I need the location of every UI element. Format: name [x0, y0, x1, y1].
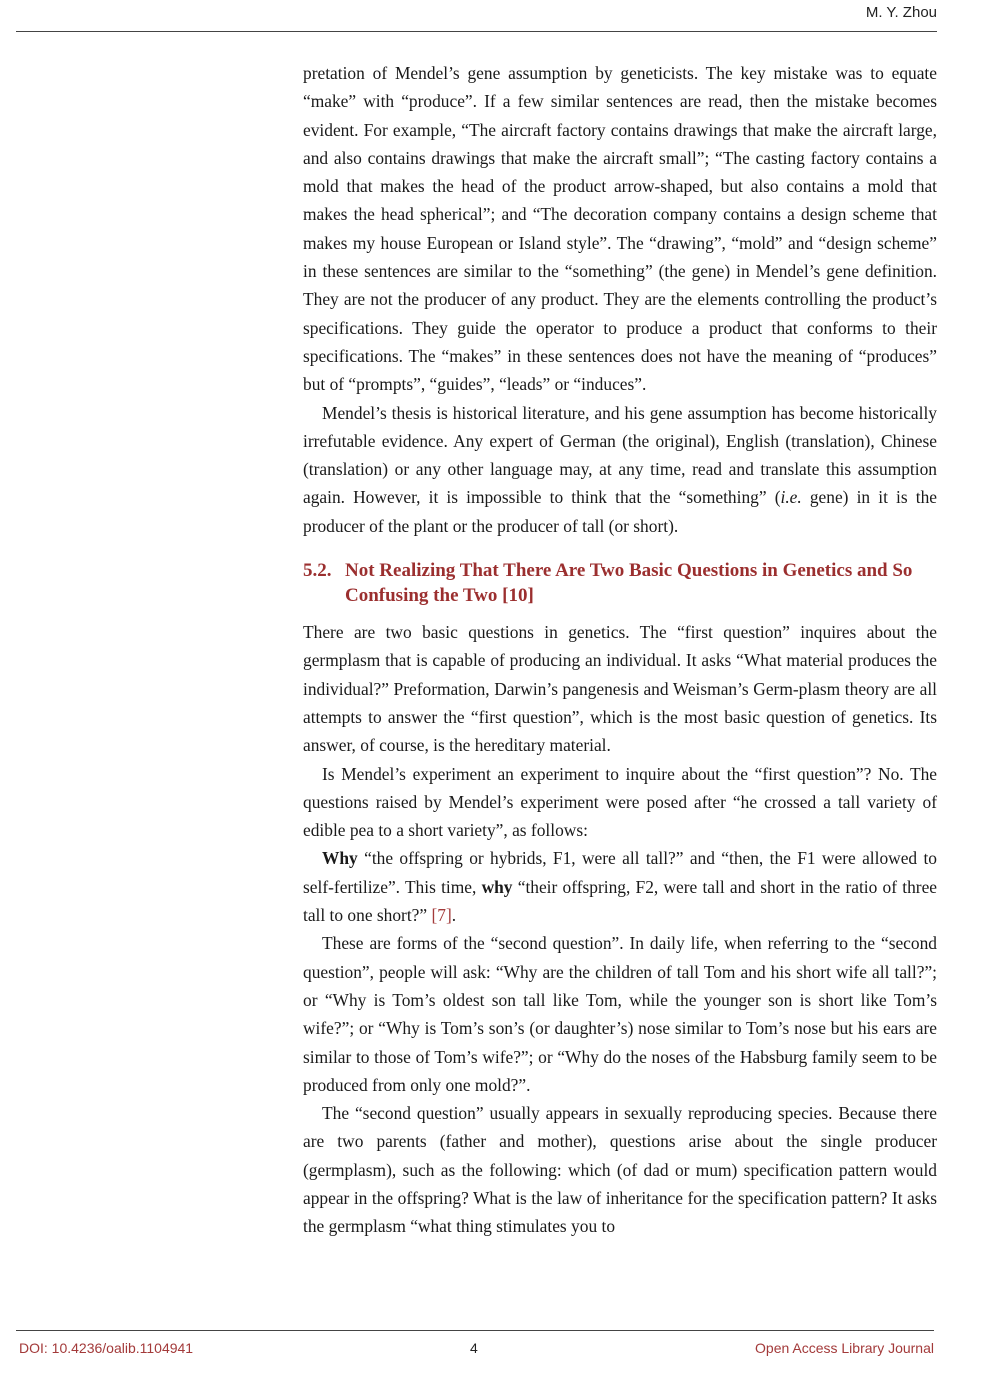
emphasis-why: why [481, 876, 513, 897]
paragraph: pretation of Mendel’s gene assumption by geneticists. The key mistake was to equate “make” with “produce”. If a few similar sentences are read, then the mistake becomes evident. For example, “The aircraft factory contains drawings that make the aircraft large, and also contains drawings that make the aircraft small”; “The casting factory contains a mold that makes the head of the product arrow-shaped, but also contains a mold that makes the head spherical”; and “The decoration company contains a design scheme that makes my house European or Island style”. The “drawing”, “mold” and “design scheme” in these sentences are similar to the “something” (the gene) in Mendel’s gene definition. They are not the producer of any product. They are the elements controlling the product’s specifications. They guide the operator to produce a product that conforms to their specifications. The “makes” in these sentences does not have the meaning of “produces” but of “prompts”, “guides”, “leads” or “induces”. [303, 63, 937, 395]
paragraph [303, 399, 937, 540]
paragraph [303, 844, 937, 929]
paragraph-text: . [451, 905, 457, 926]
running-header-author: M. Y. Zhou [865, 4, 937, 21]
paragraph-text: Mendel’s thesis is historical literature, and his gene assumption has become historically irrefutable evidence. Any expert of German (the original), English (translation), Chinese (translation) or any other language may, at any time, read and translate this assumption again. However, it is impossible to think that the “something” ( [303, 402, 937, 508]
paragraph-text: “their offspring, F2, were tall and short in the ratio of three tall to one short?” [303, 876, 938, 926]
doi-link[interactable]: DOI: 10.4236/oalib.1104941 [19, 1340, 194, 1356]
paragraph-text: gene) in it is the producer of the plant or the producer of tall (or short). [303, 487, 937, 536]
emphasis-why: Why [322, 848, 358, 869]
header-divider [16, 31, 937, 32]
journal-name[interactable]: Open Access Library Journal [755, 1340, 934, 1356]
ie-abbreviation: i.e. [780, 487, 802, 508]
paragraph: The “second question” usually appears in sexually reproducing species. Because there are two parents (father and mother), questions arise about the single producer (germplasm), such as the following: which (of dad or mum) specification pattern would appear in the offspring? What is the law of inheritance for the specification pattern? It asks the germplasm “what thing stimulates you to [303, 1103, 937, 1237]
citation-link[interactable]: [7] [431, 905, 452, 926]
paragraph: These are forms of the “second question”. In daily life, when referring to the “second question”, people will ask: “Why are the children of tall Tom and his short wife all tall?”; or “Why is Tom’s oldest son tall like Tom, while the younger son is short like Tom’s wife?”; or “Why is Tom’s son’s (or daughter’s) nose similar to Tom’s nose but his ears are similar to those of Tom’s wife?”; or “Why do the noses of the Habsburg family seem to be produced from only one mold?”. [303, 933, 937, 1095]
paragraph: Is Mendel’s experiment an experiment to inquire about the “first question”? No. The questions raised by Mendel’s experiment were posed after “he crossed a tall variety of edible pea to a short variety”, as follows: [303, 763, 937, 841]
section-number: 5.2. [303, 560, 332, 582]
page-number: 4 [470, 1340, 478, 1356]
section-title: Not Realizing That There Are Two Basic Questions in Genetics and So Confusing the Two [10] [345, 560, 913, 607]
footer-divider [16, 1330, 934, 1331]
paragraph-text: “the offspring or hybrids, F1, were all tall?” and “then, the F1 were allowed to self-fertilize”. This time, [303, 848, 937, 897]
article-body [303, 59, 937, 1241]
paragraph: There are two basic questions in genetics. The “first question” inquires about the germplasm that is capable of producing an individual. It asks “What material produces the individual?” Preformation, Darwin’s pangenesis and Weisman’s Germ-plasm theory are all attempts to answer the “first question”, which is the most basic question of genetics. Its answer, of course, is the hereditary material. [303, 622, 937, 756]
section-heading [303, 558, 937, 608]
